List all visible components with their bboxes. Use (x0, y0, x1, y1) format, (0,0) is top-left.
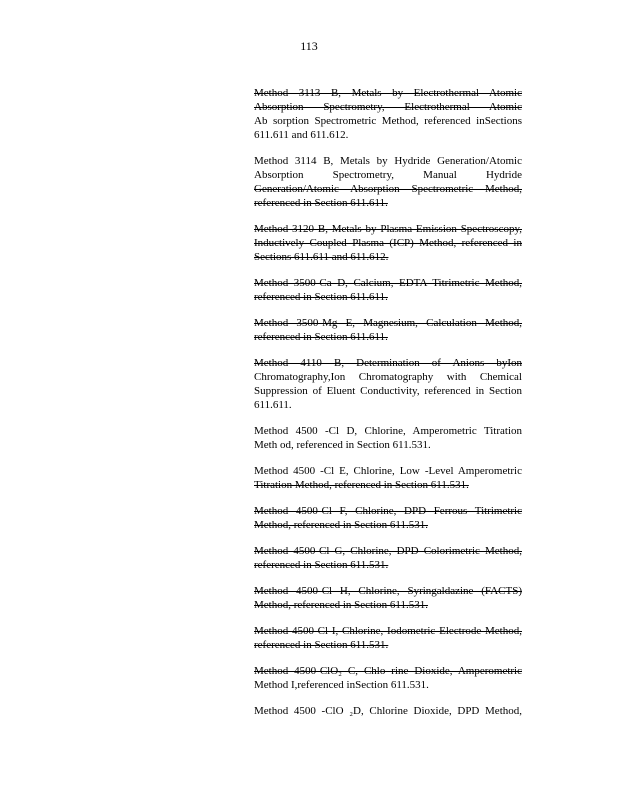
struck-text-line: Method, referenced in Section 611.531. (254, 519, 429, 531)
struck-text-line: Inductively Coupled Plasma (ICP) Method, referenced in (254, 237, 522, 249)
struck-text-line: Method, referenced in Section 611.531. (254, 599, 429, 611)
method-paragraph (254, 704, 522, 718)
text-line: 611.611. (254, 399, 292, 411)
struck-text-line: Generation/Atomic Absorption Spectrometric Method, (254, 183, 522, 195)
text-line: Meth od, referenced in Section 611.531. (254, 439, 431, 451)
struck-text-line: Method 3113 B, Metals by Electrothermal Atomic (254, 87, 522, 99)
text-line: Method I,referenced inSection 611.531. (254, 679, 429, 691)
text-line: Method 4500 -ClO ₂D, Chlorine Dioxide, DPD Method, (254, 705, 522, 717)
struck-text-line: Titration Method, referenced in Section 611.531. (254, 479, 469, 491)
struck-text-line: Method 3120 B, Metals by Plasma Emission Spectroscopy, (254, 223, 522, 235)
method-paragraph (254, 624, 522, 652)
struck-text-line: Method 3500-Ca D, Calcium, EDTA Titrimetric Method, (254, 277, 522, 289)
method-paragraph (254, 222, 522, 264)
page-number: 113 (300, 39, 318, 53)
text-line: Suppression of Eluent Conductivity, referenced in Section (254, 385, 522, 397)
struck-text-line: Method 4500-Cl F, Chlorine, DPD Ferrous Titrimetric (254, 505, 522, 517)
text-line: Chromatography,Ion Chromatography with Chemical (254, 371, 522, 383)
struck-text-line: referenced in Section 611.531. (254, 639, 389, 651)
text-line: Ab sorption Spectrometric Method, referenced inSections (254, 115, 522, 127)
method-paragraph (254, 86, 522, 142)
method-paragraph (254, 316, 522, 344)
struck-text-line: referenced in Section 611.611. (254, 197, 388, 209)
method-paragraph (254, 504, 522, 532)
struck-text-line: Method 4500-ClO₂ C, Chlo rine Dioxide, Amperometric (254, 665, 522, 677)
struck-text-line: Method 4500-Cl H, Chlorine, Syringaldazine (FACTS) (254, 585, 522, 597)
struck-text-line: Absorption Spectrometry, Electrothermal Atomic (254, 101, 522, 113)
struck-text-line: Method 3500-Mg E, Magnesium, Calculation Method, (254, 317, 522, 329)
method-paragraph (254, 464, 522, 492)
struck-text-line: referenced in Section 611.611. (254, 291, 388, 303)
struck-text-line: referenced in Section 611.531. (254, 559, 389, 571)
method-paragraph (254, 154, 522, 210)
text-line: Method 4500 -Cl E, Chlorine, Low -Level Amperometric (254, 465, 522, 477)
method-paragraph (254, 356, 522, 412)
text-line: Absorption Spectrometry, Manual Hydride (254, 169, 522, 181)
method-paragraph (254, 544, 522, 572)
struck-text-line: referenced in Section 611.611. (254, 331, 388, 343)
text-line: Method 4500 -Cl D, Chlorine, Amperometric Titration (254, 425, 522, 437)
struck-text-line: Sections 611.611 and 611.612. (254, 251, 389, 263)
text-line: 611.611 and 611.612. (254, 129, 349, 141)
document-body (254, 86, 522, 730)
method-paragraph (254, 424, 522, 452)
struck-text-line: Method 4500-Cl I, Chlorine, Iodometric Electrode Method, (254, 625, 522, 637)
method-paragraph (254, 664, 522, 692)
text-line: Method 3114 B, Metals by Hydride Generation/Atomic (254, 155, 522, 167)
struck-text-line: Method 4500-Cl G, Chlorine, DPD Colorimetric Method, (254, 545, 522, 557)
struck-text-line: Method 4110 B, Determination of Anions byIon (254, 357, 522, 369)
method-paragraph (254, 584, 522, 612)
method-paragraph (254, 276, 522, 304)
